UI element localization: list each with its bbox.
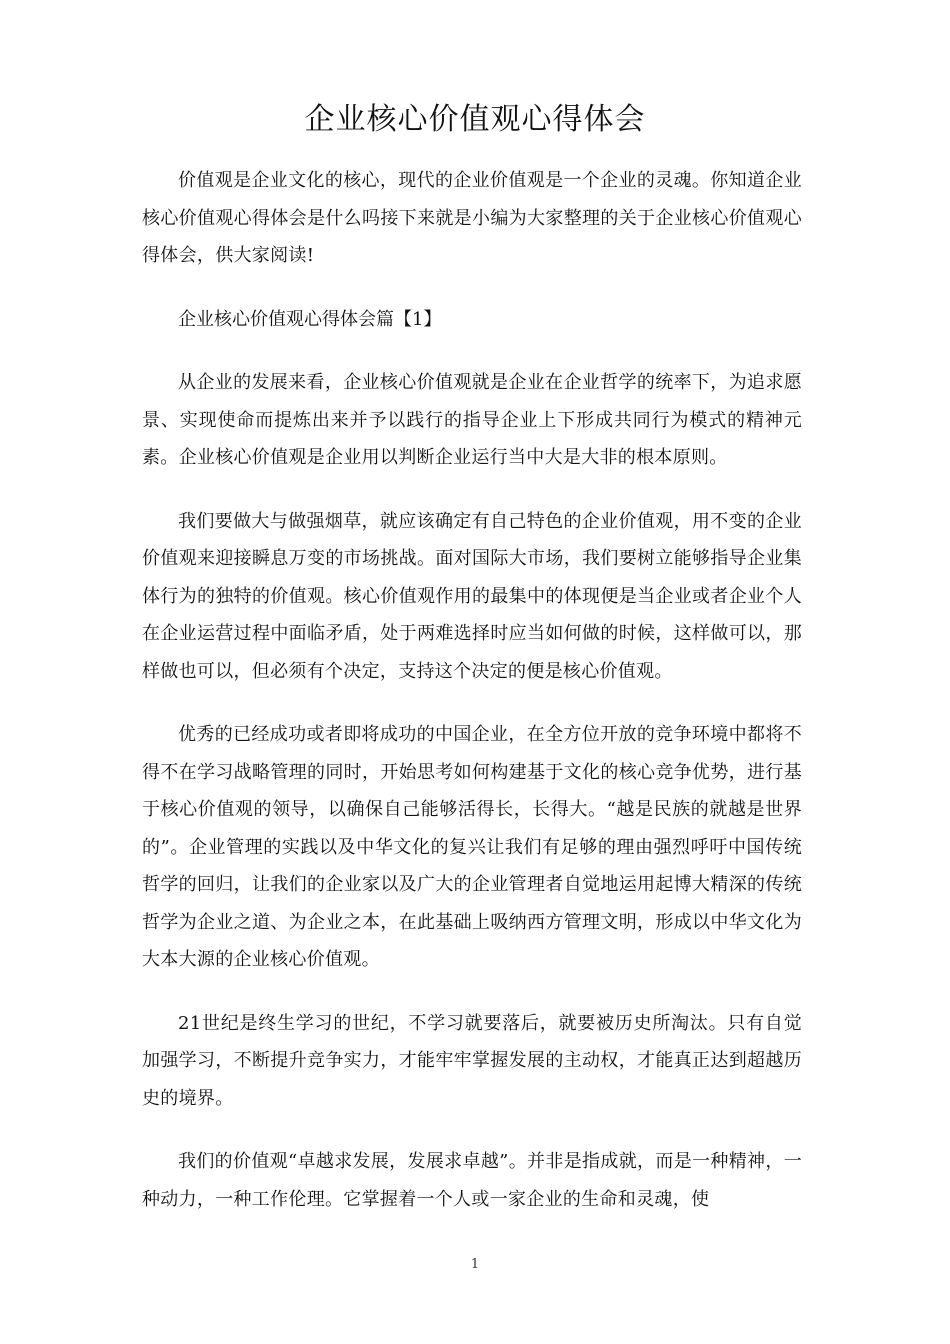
paragraph-4: 21世纪是终生学习的世纪，不学习就要落后，就要被历史所淘汰。只有自觉加强学习，不断提升竞争实力，才能牢牢掌握发展的主动权，才能真正达到超越历史的境界。 bbox=[142, 1012, 802, 1109]
paragraph-3: 优秀的已经成功或者即将成功的中国企业，在全方位开放的竞争环境中都将不得不在学习战略管理的同时，开始思考如何构建基于文化的核心竞争优势，进行基于核心价值观的领导，以确保自己能够活得长，长得大。“越是民族的就越是世界的”。企业管理的实践以及中华文化的复兴让我们有足够的理由强烈呼吁中国传统哲学的回归，让我们的企业家以及广大的企业管理者自觉地运用起博大精深的传统哲学为企业之道、为企业之本，在此基础上吸纳西方管理文明，形成以中华文化为大本大源的企业核心价值观。 bbox=[142, 724, 802, 970]
page-number: 1 bbox=[470, 1257, 480, 1272]
paragraph-5: 我们的价值观“卓越求发展，发展求卓越”。并非是指成就，而是一种精神，一种动力，一种工作伦理。它掌握着一个人或一家企业的生命和灵魂，使 bbox=[142, 1151, 802, 1210]
document-body bbox=[142, 162, 802, 1244]
paragraph-2: 我们要做大与做强烟草，就应该确定有自己特色的企业价值观，用不变的企业价值观来迎接瞬息万变的市场挑战。面对国际大市场，我们要树立能够指导企业集体行为的独特的价值观。核心价值观作用的最集中的体现便是当企业或者企业个人在企业运营过程中面临矛盾，处于两难选择时应当如何做的时候，这样做可以，那样做也可以，但必须有个决定，支持这个决定的便是核心价值观。 bbox=[142, 510, 802, 682]
section-heading: 企业核心价值观心得体会篇【1】 bbox=[178, 308, 442, 330]
document-title: 企业核心价值观心得体会 bbox=[304, 102, 646, 137]
paragraph-1: 从企业的发展来看，企业核心价值观就是企业在企业哲学的统率下，为追求愿景、实现使命而提炼出来并予以践行的指导企业上下形成共同行为模式的精神元素。企业核心价值观是企业用以判断企业运行当中大是大非的根本原则。 bbox=[142, 372, 802, 468]
intro-paragraph: 价值观是企业文化的核心，现代的企业价值观是一个企业的灵魂。你知道企业核心价值观心得体会是什么吗接下来就是小编为大家整理的关于企业核心价值观心得体会，供大家阅读! bbox=[142, 170, 802, 266]
